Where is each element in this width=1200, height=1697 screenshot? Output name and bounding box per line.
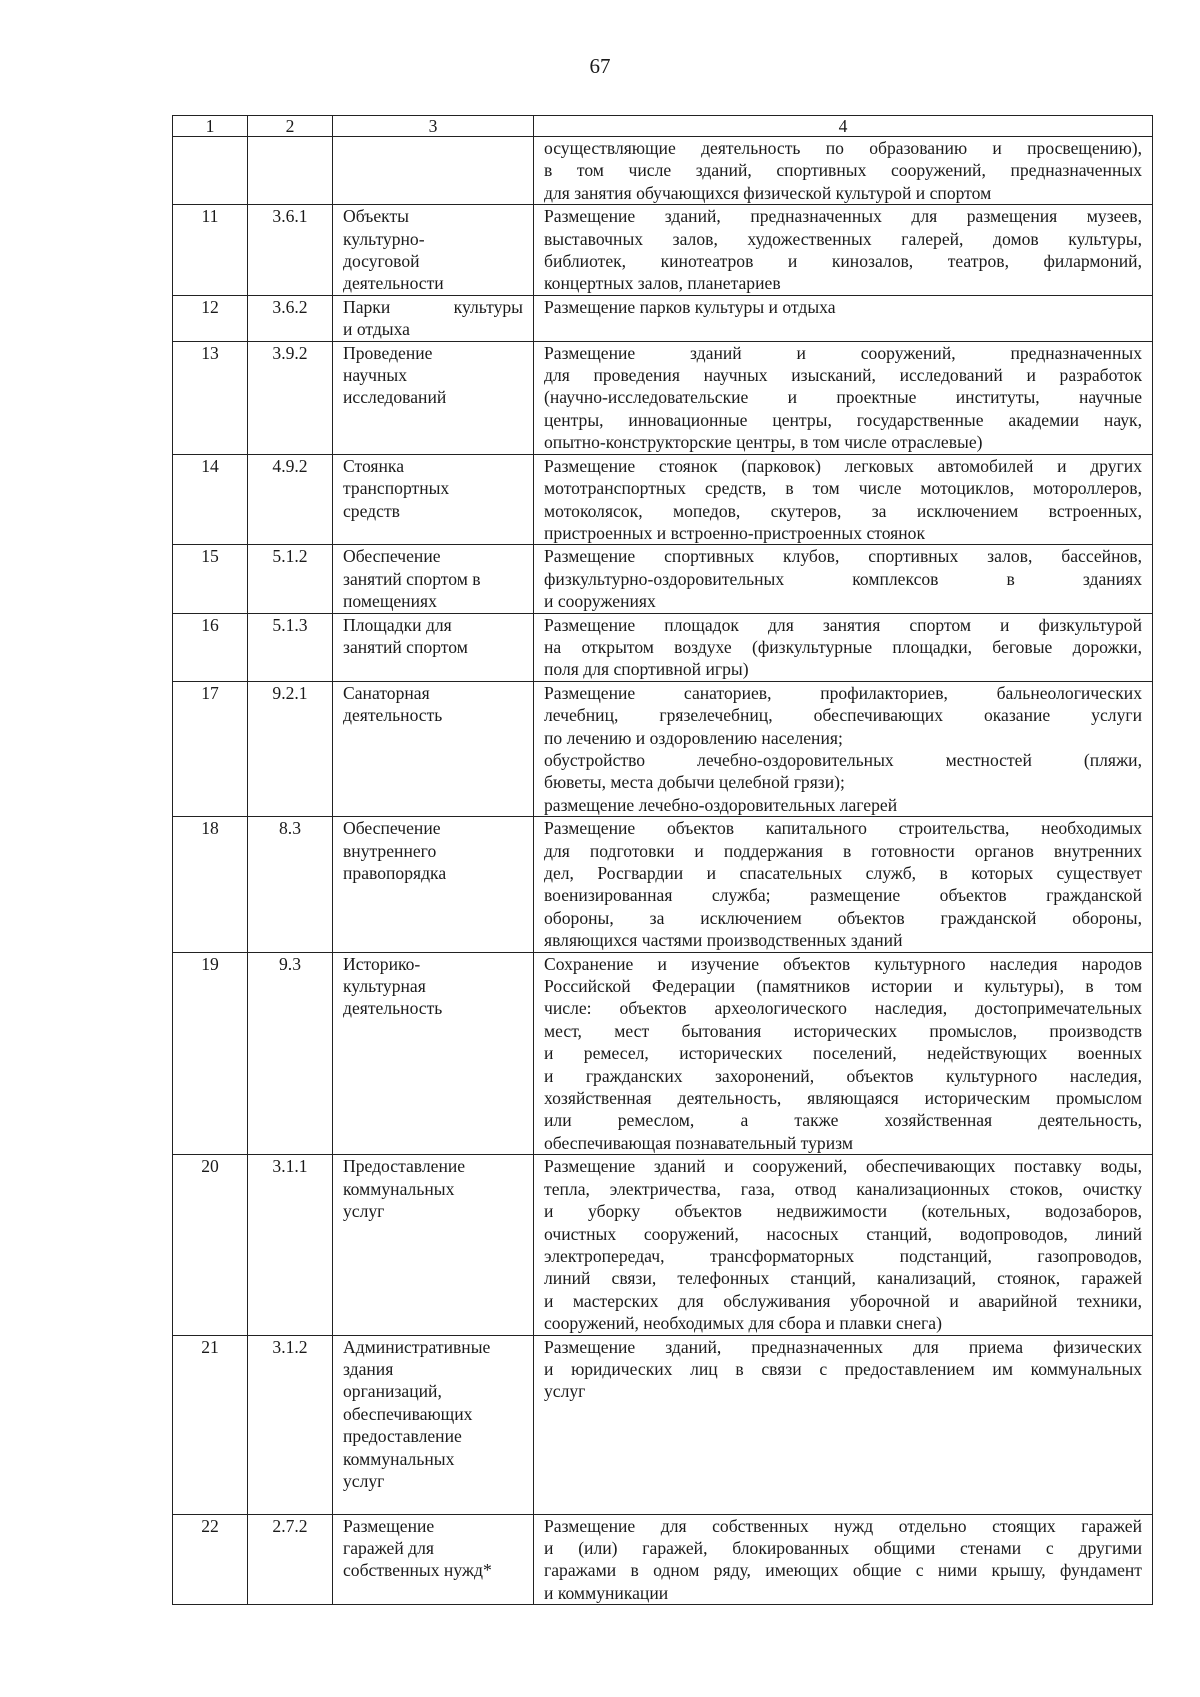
table-row: [173, 1514, 1153, 1605]
description-line: являющихся частями производственных зданий: [544, 930, 903, 951]
use-name-line: Предоставление: [343, 1156, 466, 1177]
use-name: [333, 137, 534, 205]
use-name: [333, 454, 534, 545]
use-description: [534, 137, 1153, 205]
description-line: обустройство лечебно-оздоровительных местностей (пляжи,: [544, 749, 1142, 770]
description-line: хозяйственная деятельность, являющаяся историческим промыслом: [544, 1088, 1142, 1109]
use-name-line: досуговой: [343, 251, 420, 272]
use-name-line: коммунальных: [343, 1178, 455, 1199]
use-name-line: исследований: [343, 387, 447, 408]
description-line: поля для спортивной игры): [544, 659, 749, 680]
land-use-table: [172, 115, 1153, 1605]
use-name: [333, 1155, 534, 1335]
description-line: выставочных залов, художественных галерей, домов культуры,: [544, 228, 1142, 249]
use-name-line: гаражей для: [343, 1537, 435, 1558]
table-row: [173, 1335, 1153, 1514]
use-name-line: Обеспечение: [343, 546, 441, 567]
use-name-line: помещениях: [343, 591, 437, 612]
description-line: физкультурно-оздоровительных комплексов в зданиях: [544, 568, 1142, 589]
use-code: 3.9.2: [248, 341, 333, 454]
table-row: [173, 1155, 1153, 1335]
description-line: центры, инновационные центры, государственные академии наук,: [544, 409, 1142, 430]
use-description: [534, 817, 1153, 952]
use-code: 3.6.2: [248, 295, 333, 341]
use-name: [333, 613, 534, 681]
description-line: Размещение для собственных нужд отдельно стоящих гаражей: [544, 1515, 1142, 1536]
row-number: [173, 137, 248, 205]
description-line: осуществляющие деятельность по образованию и просвещению),: [544, 138, 1142, 158]
description-line: или ремеслом, а также хозяйственная деятельность,: [544, 1110, 1142, 1131]
use-name-line: и отдыха: [343, 319, 410, 340]
row-number: 11: [173, 205, 248, 296]
description-line: на открытом воздухе (физкультурные площадки, беговые дорожки,: [544, 636, 1142, 657]
use-description: [534, 1514, 1153, 1605]
description-line: тепла, электричества, газа, отвод канализационных стоков, очистку: [544, 1178, 1142, 1199]
use-description: [534, 1155, 1153, 1335]
row-number: 14: [173, 454, 248, 545]
header-col-4: 4: [534, 116, 1153, 137]
use-name: [333, 681, 534, 816]
use-name-line: услуг: [343, 1201, 385, 1222]
use-name-line: деятельности: [343, 273, 444, 294]
use-description: [534, 545, 1153, 613]
use-name-line: научных: [343, 365, 408, 386]
table-row: [173, 681, 1153, 816]
description-line: для занятия обучающихся физической культурой и спортом: [544, 182, 992, 203]
use-name-line: Обеспечение: [343, 818, 441, 839]
use-code: 9.2.1: [248, 681, 333, 816]
use-name-line: Стоянка: [343, 455, 405, 476]
table-row: [173, 205, 1153, 296]
use-name-line: услуг: [343, 1470, 385, 1491]
use-description: [534, 205, 1153, 296]
row-number: 17: [173, 681, 248, 816]
description-line: Размещение зданий и сооружений, обеспечивающих поставку воды,: [544, 1156, 1142, 1177]
description-line: по лечению и оздоровлению населения;: [544, 727, 843, 748]
description-line: Размещение санаториев, профилакториев, бальнеологических: [544, 682, 1142, 703]
use-description: [534, 1335, 1153, 1514]
use-name: [333, 295, 534, 341]
description-line: и уборку объектов недвижимости (котельных, водозаборов,: [544, 1201, 1142, 1222]
use-name-line: Парки культуры: [343, 296, 523, 317]
table-row: [173, 817, 1153, 952]
table-row: [173, 341, 1153, 454]
row-number: 20: [173, 1155, 248, 1335]
description-line: электропередач, трансформаторных подстанций, газопроводов,: [544, 1245, 1142, 1266]
description-line: Размещение спортивных клубов, спортивных залов, бассейнов,: [544, 546, 1142, 567]
row-number: 15: [173, 545, 248, 613]
description-line: обеспечивающая познавательный туризм: [544, 1132, 853, 1153]
row-number: 19: [173, 952, 248, 1155]
description-line: Размещение объектов капитального строительства, необходимых: [544, 818, 1142, 839]
table-body: [173, 137, 1153, 1605]
use-code: 5.1.2: [248, 545, 333, 613]
row-number: 16: [173, 613, 248, 681]
use-code: 3.6.1: [248, 205, 333, 296]
header-col-3: 3: [333, 116, 534, 137]
use-name-line: собственных нужд*: [343, 1560, 492, 1581]
use-name-line: правопорядка: [343, 863, 447, 883]
description-line: и мастерских для обслуживания уборочной и аварийной техники,: [544, 1290, 1142, 1311]
description-line: лечебниц, грязелечебниц, обеспечивающих оказание услуги: [544, 705, 1142, 726]
description-line: и юридических лиц в связи с предоставлением им коммунальных: [544, 1358, 1142, 1379]
row-number: 18: [173, 817, 248, 952]
description-line: размещение лечебно-оздоровительных лагерей: [544, 794, 898, 815]
use-name-line: занятий спортом: [343, 636, 468, 657]
description-line: концертных залов, планетариев: [544, 273, 781, 294]
description-line: мотоколясок, мопедов, скутеров, за исключением встроенных,: [544, 500, 1142, 521]
description-line: Размещение зданий и сооружений, предназначенных: [544, 342, 1142, 363]
use-code: 3.1.1: [248, 1155, 333, 1335]
description-line: и ремесел, исторических поселений, недействующих военных: [544, 1043, 1142, 1064]
page-number: 67: [589, 54, 611, 78]
use-name-line: Историко-: [343, 953, 421, 974]
use-code: 2.7.2: [248, 1514, 333, 1605]
use-description: [534, 295, 1153, 341]
use-description: [534, 952, 1153, 1155]
use-name-line: Административные: [343, 1336, 491, 1357]
use-name: [333, 205, 534, 296]
description-line: услуг: [544, 1381, 586, 1402]
use-name: [333, 545, 534, 613]
table-row: [173, 295, 1153, 341]
use-code: 8.3: [248, 817, 333, 952]
table-row: [173, 952, 1153, 1155]
description-line: Размещение зданий, предназначенных для размещения музеев,: [544, 206, 1142, 227]
table-row: [173, 454, 1153, 545]
row-number: 12: [173, 295, 248, 341]
use-description: [534, 613, 1153, 681]
description-line: бюветы, места добычи целебной грязи);: [544, 772, 845, 793]
use-name-line: Санаторная: [343, 682, 430, 703]
description-line: Размещение зданий, предназначенных для приема физических: [544, 1336, 1142, 1357]
use-name: [333, 952, 534, 1155]
description-line: и сооружениях: [544, 591, 656, 612]
use-name-line: коммунальных: [343, 1448, 455, 1469]
description-line: военизированная служба; размещение объектов гражданской: [544, 885, 1142, 906]
use-name-line: Объекты: [343, 206, 409, 227]
use-name-line: культурно-: [343, 228, 425, 249]
use-description: [534, 454, 1153, 545]
table-row: [173, 137, 1153, 205]
use-name-line: транспортных: [343, 478, 450, 499]
description-line: Российской Федерации (памятников истории и культуры), в том: [544, 976, 1142, 997]
description-line: Сохранение и изучение объектов культурного наследия народов: [544, 953, 1142, 974]
description-line: для подготовки и поддержания в готовности органов внутренних: [544, 840, 1142, 861]
description-line: мототранспортных средств, в том числе мотоциклов, мотороллеров,: [544, 478, 1142, 499]
description-line: для проведения научных изысканий, исследований и разработок: [544, 365, 1142, 386]
use-name: [333, 817, 534, 952]
header-col-2: 2: [248, 116, 333, 137]
use-name-line: культурная: [343, 976, 426, 997]
description-line: библиотек, кинотеатров и кинозалов, театров, филармоний,: [544, 251, 1142, 272]
use-name-line: средств: [343, 500, 400, 521]
description-line: Размещение парков культуры и отдыха: [544, 296, 836, 317]
description-line: и коммуникации: [544, 1582, 669, 1603]
use-name: [333, 1335, 534, 1514]
row-number: 22: [173, 1514, 248, 1605]
description-line: обороны, за исключением объектов гражданской обороны,: [544, 907, 1142, 928]
table-header-row: [173, 116, 1153, 137]
row-number: 13: [173, 341, 248, 454]
description-line: сооружений, необходимых для сбора и плавки снега): [544, 1313, 942, 1334]
table-row: [173, 613, 1153, 681]
use-name-line: Проведение: [343, 342, 433, 363]
description-line: Размещение площадок для занятия спортом и физкультурой: [544, 614, 1142, 635]
use-name-line: Площадки для: [343, 614, 452, 635]
row-number: 21: [173, 1335, 248, 1514]
description-line: линий связи, телефонных станций, канализаций, стоянок, гаражей: [544, 1268, 1142, 1289]
description-line: (научно-исследовательские и проектные институты, научные: [544, 387, 1142, 408]
use-name-line: деятельность: [343, 998, 443, 1019]
use-description: [534, 341, 1153, 454]
description-line: в том числе зданий, спортивных сооружений, предназначенных: [544, 160, 1142, 181]
use-name-line: Размещение: [343, 1515, 435, 1536]
description-line: числе: объектов археологического наследия, достопримечательных: [544, 998, 1142, 1019]
use-name-line: занятий спортом в: [343, 568, 481, 589]
use-name-line: предоставление: [343, 1426, 462, 1447]
description-line: пристроенных и встроенно-пристроенных стоянок: [544, 522, 926, 543]
use-name-line: обеспечивающих: [343, 1403, 473, 1424]
use-code: 9.3: [248, 952, 333, 1155]
description-line: дел, Росгвардии и спасательных служб, в которых существует: [544, 863, 1142, 883]
use-name-line: деятельность: [343, 705, 443, 726]
description-line: гаражами в одном ряду, имеющих общие с ними крышу, фундамент: [544, 1560, 1142, 1581]
use-code: 4.9.2: [248, 454, 333, 545]
description-line: Размещение стоянок (парковок) легковых автомобилей и других: [544, 455, 1142, 476]
use-code: [248, 137, 333, 205]
description-line: очистных сооружений, насосных станций, водопроводов, линий: [544, 1223, 1142, 1244]
use-description: [534, 681, 1153, 816]
table-row: [173, 545, 1153, 613]
use-name: [333, 1514, 534, 1605]
use-name-line: организаций,: [343, 1381, 442, 1402]
use-code: 3.1.2: [248, 1335, 333, 1514]
use-name: [333, 341, 534, 454]
description-line: и (или) гаражей, блокированных общими стенами с другими: [544, 1537, 1142, 1558]
use-code: 5.1.3: [248, 613, 333, 681]
description-line: мест, мест бытования исторических промыслов, производств: [544, 1020, 1142, 1041]
use-name-line: внутреннего: [343, 840, 437, 861]
description-line: опытно-конструкторские центры, в том числе отраслевые): [544, 432, 983, 453]
description-line: и гражданских захоронений, объектов культурного наследия,: [544, 1065, 1142, 1086]
header-col-1: 1: [173, 116, 248, 137]
use-name-line: здания: [343, 1358, 394, 1379]
